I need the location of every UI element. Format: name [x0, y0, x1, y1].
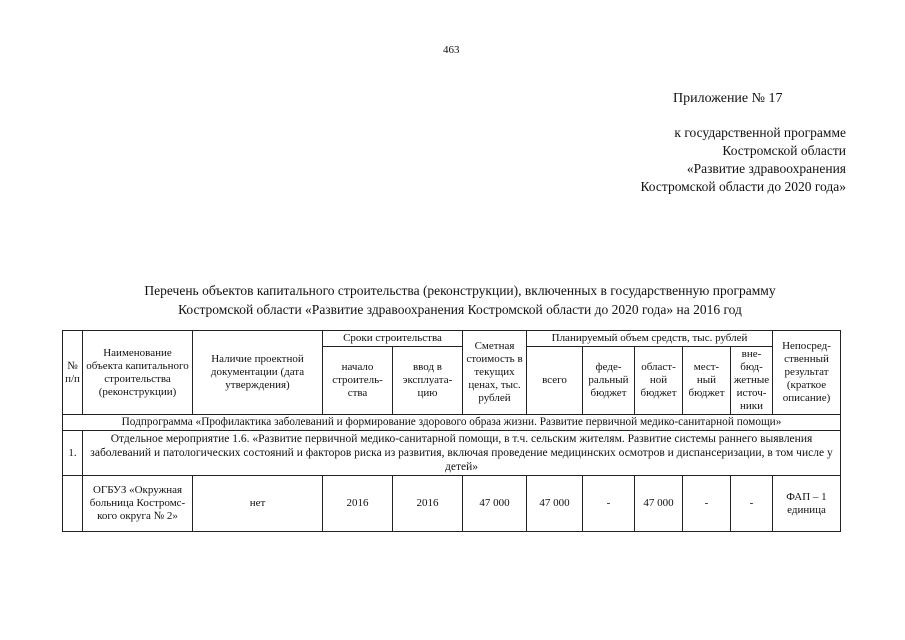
document-title-line-1: Перечень объектов капитального строительства (реконструкции), включенных в государственную программу — [144, 283, 776, 298]
annex-line: Костромской области до 2020 года» — [640, 179, 846, 194]
header-estimated-cost: Сметная стоимость в текущих ценах, тыс. рублей — [463, 331, 527, 415]
row-federal: - — [583, 476, 635, 532]
header-commission: ввод в эксплуата-цию — [393, 347, 463, 415]
row-total: 47 000 — [527, 476, 583, 532]
header-project-docs: Наличие проектной документации (дата утверждения) — [193, 331, 323, 415]
subprogram-row: Подпрограмма «Профилактика заболеваний и формирование здорового образа жизни. Развитие первичной медико-санитарной помощи» — [63, 415, 841, 431]
capital-objects-table — [62, 330, 841, 532]
annex-line: «Развитие здравоохранения — [686, 161, 846, 176]
row-local: - — [683, 476, 731, 532]
row-result: ФАП – 1 единица — [773, 476, 841, 532]
row-cost: 47 000 — [463, 476, 527, 532]
annex-line: к государственной программе — [674, 125, 846, 140]
annex-title: Приложение № 17 — [673, 91, 783, 106]
row-num — [63, 476, 83, 532]
row-start: 2016 — [323, 476, 393, 532]
document-title-line-2: Костромской области «Развитие здравоохранения Костромской области до 2020 года» на 2016 год — [178, 302, 742, 317]
page-number: 463 — [443, 44, 460, 56]
row-commission: 2016 — [393, 476, 463, 532]
header-federal-budget: феде-ральный бюджет — [583, 347, 635, 415]
header-direct-result: Непосред-ственный результат (краткое описание) — [773, 331, 841, 415]
row-project-docs: нет — [193, 476, 323, 532]
header-planned-funds: Планируемый объем средств, тыс. рублей — [527, 331, 773, 347]
measure-num: 1. — [63, 431, 83, 476]
annex-caption — [560, 124, 846, 196]
header-construction-terms: Сроки строительства — [323, 331, 463, 347]
document-title — [60, 281, 860, 319]
header-num: № п/п — [63, 331, 83, 415]
measure-description: Отдельное мероприятие 1.6. «Развитие первичной медико-санитарной помощи, в т.ч. сельским жителям. Развитие системы раннего выявления заболеваний и патологических состояний и факторов риска из развития, включая проведение медицинских осмотров и диспансеризации, в том числе у детей» — [83, 431, 841, 476]
header-local-budget: мест-ный бюджет — [683, 347, 731, 415]
row-object-name: ОГБУЗ «Окружная больница Костромс-кого округа № 2» — [83, 476, 193, 532]
annex-line: Костромской области — [722, 143, 846, 158]
row-regional: 47 000 — [635, 476, 683, 532]
header-start: начало строитель-ства — [323, 347, 393, 415]
header-total: всего — [527, 347, 583, 415]
row-extra: - — [731, 476, 773, 532]
header-extrabudgetary: вне-бюд-жетные источ-ники — [731, 347, 773, 415]
header-regional-budget: област-ной бюджет — [635, 347, 683, 415]
header-object-name: Наименование объекта капитального строительства (реконструкции) — [83, 331, 193, 415]
